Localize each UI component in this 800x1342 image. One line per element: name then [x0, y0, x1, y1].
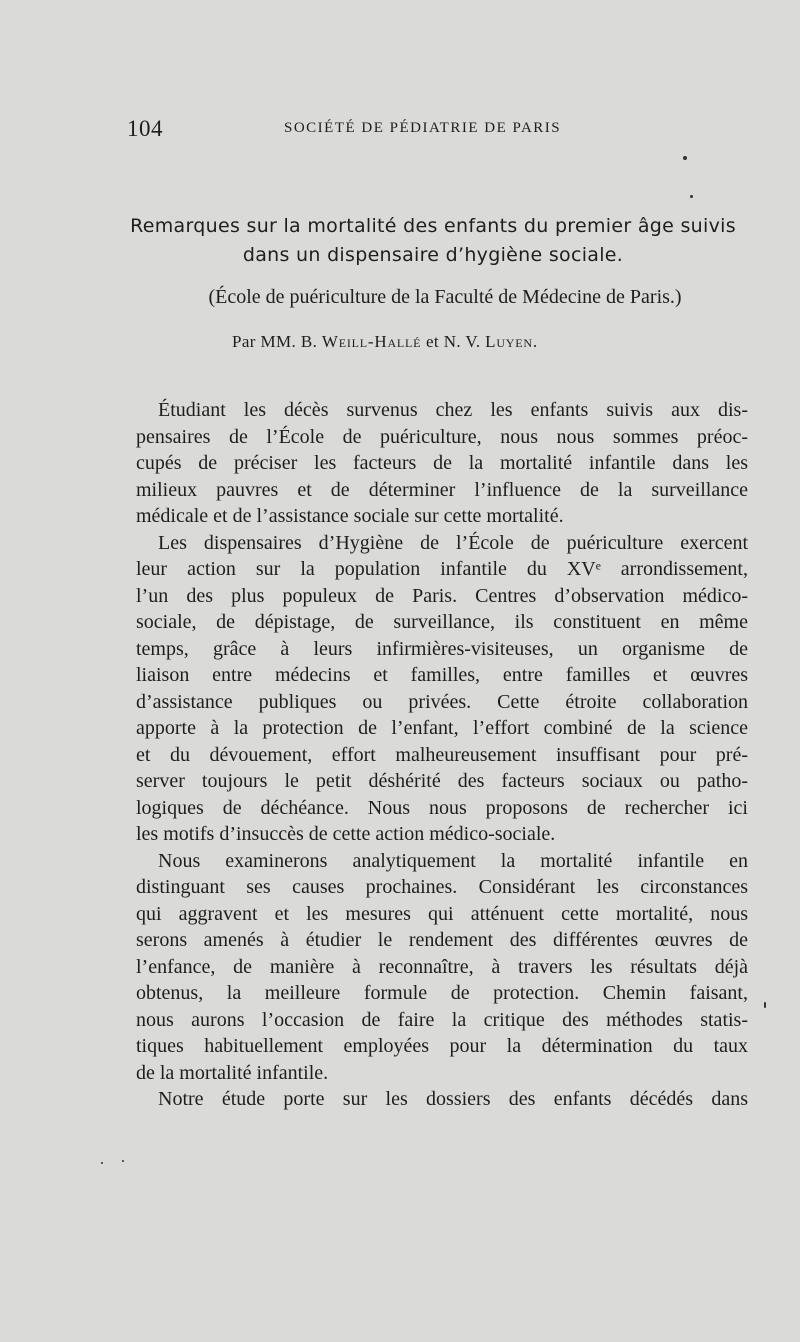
body-line: distinguant ses causes prochaines. Considérant les circonstances: [136, 876, 748, 898]
ink-speck: [690, 195, 693, 198]
body-line: l’un des plus populeux de Paris. Centres d’observation médico-: [136, 584, 748, 607]
article-title-line: dans un dispensaire d’hygiène sociale.: [242, 244, 624, 266]
body-line: cupés de préciser les facteurs de la mortalité infantile dans les: [136, 452, 748, 474]
body-line: et du dévouement, effort malheureusement insuffisant pour pré-: [136, 743, 748, 766]
institution-line: (École de puériculture de la Faculté de Médecine de Paris.): [208, 286, 682, 308]
author-name: Luyen: [485, 332, 533, 351]
body-line: tiques habituellement employées pour la détermination du taux: [136, 1035, 748, 1057]
body-line: serons amenés à étudier le rendement des différentes œuvres de: [136, 929, 748, 951]
body-line: les motifs d’insuccès de cette action médico-sociale.: [136, 823, 556, 845]
body-line: de la mortalité infantile.: [136, 1061, 329, 1084]
body-line: d’assistance publiques ou privées. Cette étroite collaboration: [136, 690, 748, 713]
author-prefix: Par MM. B.: [232, 332, 322, 351]
body-line: l’enfance, de manière à reconnaître, à travers les résultats déjà: [136, 955, 748, 978]
ink-speck: [764, 1002, 766, 1008]
running-head: SOCIÉTÉ DE PÉDIATRIE DE PARIS: [284, 120, 562, 136]
body-line: qui aggravent et les mesures qui atténuent cette mortalité, nous: [136, 902, 748, 925]
body-line: obtenus, la meilleure formule de protection. Chemin faisant,: [136, 982, 748, 1004]
body-line: Notre étude porte sur les dossiers des enfants décédés dans: [158, 1088, 748, 1110]
body-line: liaison entre médecins et familles, entre familles et œuvres: [136, 664, 748, 686]
body-line: médicale et de l’assistance sociale sur cette mortalité.: [136, 505, 564, 527]
body-line: sociale, de dépistage, de surveillance, ils constituent en même: [136, 611, 748, 633]
body-line: milieux pauvres et de déterminer l’influence de la surveillance: [136, 478, 748, 501]
author-suffix: .: [532, 332, 538, 351]
ink-speck: [101, 1162, 103, 1164]
body-line: Nous examinerons analytiquement la mortalité infantile en: [158, 849, 748, 872]
article-title: [118, 212, 748, 270]
page-header: [127, 116, 607, 146]
body-line: logiques de déchéance. Nous nous proposons de rechercher ici: [136, 796, 748, 819]
body-line: leur action sur la population infantile du XVᵉ arrondissement,: [136, 558, 748, 580]
author-line: [232, 331, 632, 353]
page-number: 104: [127, 116, 163, 141]
ink-speck: [122, 1160, 124, 1162]
body-text: [136, 397, 748, 1113]
author-conjunction: et N. V.: [421, 332, 486, 351]
body-line: server toujours le petit déshérité des facteurs sociaux ou patho-: [136, 770, 748, 792]
body-line: pensaires de l’École de puériculture, nous nous sommes préoc-: [136, 425, 748, 448]
ink-speck: [683, 156, 687, 160]
author-name: Weill-Hallé: [321, 332, 422, 351]
body-line: apporte à la protection de l’enfant, l’effort combiné de la science: [136, 717, 748, 739]
article-title-line: Remarques sur la mortalité des enfants du premier âge suivis: [130, 215, 736, 237]
body-line: Étudiant les décès survenus chez les enfants suivis aux dis-: [158, 399, 748, 421]
body-line: temps, grâce à leurs infirmières-visiteuses, un organisme de: [136, 637, 748, 660]
body-line: Les dispensaires d’Hygiène de l’École de puériculture exercent: [158, 531, 748, 554]
body-line: nous aurons l’occasion de faire la critique des méthodes statis-: [136, 1008, 748, 1031]
